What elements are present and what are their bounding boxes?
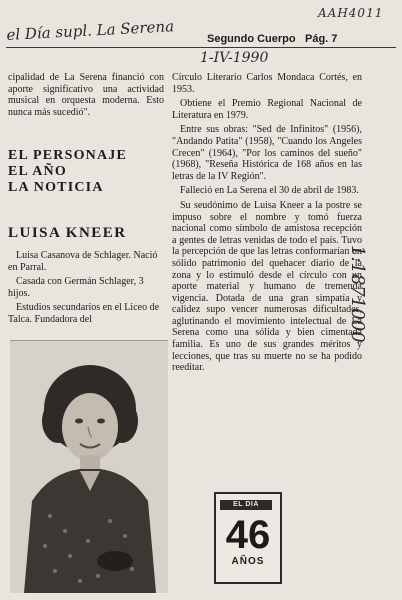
right-paragraph: Entre sus obras: "Sed de Infinitos" (1956), "Andando Patita" (1958), "Cuando los Angeles Crecen" (1964), "Por los caminos del sueño" (1968), "Reseña Histórica de 168 años en las letras de la IV Región". <box>172 124 362 182</box>
anniversary-logo <box>214 492 282 584</box>
right-paragraph: Su seudónimo de Luisa Kneer a la postre se impuso sobre el nombre y tomó fuerza nacional como símbolo de amistosa recepción a gentes de letras venidas de todo el país. Tuvo la percepción de que las letras conformarían un sólido patrimonio del quehacer diario de la zona y lo estimuló desde el círculo con un aporte material y humano de tremenda vigencia. Dotada de una gran simpatía y calidez supo vencer numerosas dificultades, aglutinando el movimiento intelectual de La Serena como una sólida y bien cimentada familia. Es uno de sus grandes méritos y lecciones, que tras su muerte no se ha podido reeditar. <box>172 199 362 374</box>
logo-number: 46 <box>225 513 271 557</box>
left-column <box>8 72 164 121</box>
logo-bottom-text: AÑOS <box>231 556 265 567</box>
handwritten-margin-note: 1:1871000 <box>347 245 368 343</box>
right-column <box>172 72 362 377</box>
subject-name-title: LUISA KNEER <box>8 225 127 241</box>
header-rule <box>6 47 396 48</box>
bio-line: Estudios secundarios en el Liceo de Talca. Fundadora del <box>8 302 160 325</box>
archive-code: AAH4011 <box>318 6 384 20</box>
headline-line: LA NOTICIA <box>8 180 104 195</box>
bio-block <box>8 250 164 329</box>
headline <box>8 148 168 196</box>
section-header: Segundo Cuerpo <box>207 33 296 45</box>
portrait-photo <box>10 340 168 593</box>
logo-top-text: EL DIA <box>220 500 272 510</box>
handwritten-date: 1-IV-1990 <box>200 50 269 66</box>
handwritten-source: el Día supl. La Serena <box>6 17 175 44</box>
right-paragraph: Círculo Literario Carlos Mondaca Cortés, en 1953. <box>172 72 362 95</box>
bio-line: Luisa Casanova de Schlager. Nació en Parral. <box>8 250 158 273</box>
headline-line: EL AÑO <box>8 164 67 179</box>
headline-line: EL PERSONAJE <box>8 148 128 163</box>
bio-line: Casada con Germán Schlager, 3 hijos. <box>8 276 144 299</box>
page-number: Pág. 7 <box>305 33 338 45</box>
right-paragraph: Falleció en La Serena el 30 de abril de 1983. <box>180 185 359 197</box>
continued-text: cipalidad de La Serena financió con aporte significativo una actividad musical en orquesta moderna. Esto nunca más sucedió". <box>8 72 164 118</box>
right-paragraph: Obtiene el Premio Regional Nacional de Literatura en 1979. <box>172 98 362 121</box>
